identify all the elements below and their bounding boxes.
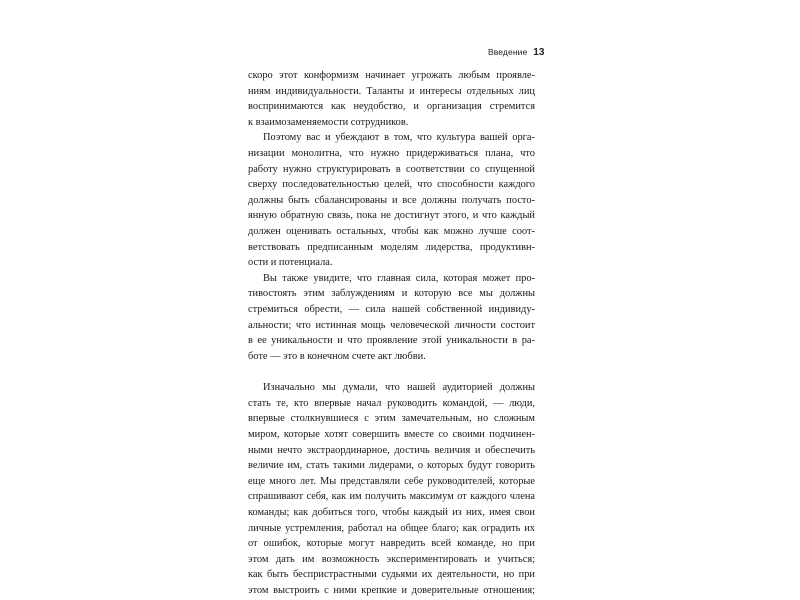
body-text <box>248 68 535 599</box>
text-line: стремиться обрести, — сила нашей собственной индивиду- <box>248 303 535 315</box>
section-break <box>248 364 535 380</box>
text-line: как быть беспристрастными судьями их деятельности, но при <box>248 569 535 581</box>
text-line: должен оценивать остальных, чтобы как можно лучше соот- <box>248 225 535 237</box>
text-line: спрашивают себя, как им получить максимум от каждого члена <box>248 491 535 503</box>
text-line: Вы также увидите, что главная сила, которая может про- <box>263 272 535 284</box>
running-head <box>488 42 545 60</box>
text-line: впервые столкнувшиеся с этим замечательным, но сложным <box>248 413 535 425</box>
text-line: к взаимозаменяемости сотрудников. <box>248 116 409 128</box>
text-line: тивостоять этим заблуждениям и которую все мы должны <box>248 288 535 300</box>
text-line: янную обратную связь, пока не достигнут этого, и что каждый <box>248 210 535 222</box>
text-line: низации монолитна, что нужно придерживаться плана, что <box>248 147 535 159</box>
text-line: ниям индивидуальности. Таланты и интересы отдельных лиц <box>248 85 535 97</box>
text-line: воспринимаются как неудобство, и организация стремится <box>248 101 535 113</box>
text-line: сверху последовательностью целей, что способности каждого <box>248 179 535 191</box>
paragraph <box>248 380 535 598</box>
text-line: альности; что истинная мощь человеческой личности состоит <box>248 319 535 331</box>
text-line: ветствовать предписанным моделям лидерства, продуктивн- <box>248 241 535 253</box>
text-line: от ошибок, которые могут навредить всей команде, но при <box>248 538 535 550</box>
text-line: миром, которые хотят совершить вместе со своими подчинен- <box>248 429 535 441</box>
page-number: 13 <box>533 47 545 58</box>
text-line: еще много лет. Мы представляли себе руководителей, которые <box>248 475 535 487</box>
text-line: работу нужно структурировать в соответствии со спущенной <box>248 163 535 175</box>
paragraph <box>248 130 535 270</box>
paragraph <box>248 68 535 130</box>
text-line: ными нечто экстраординарное, достичь величия и обеспечить <box>248 444 535 456</box>
text-line: Изначально мы думали, что нашей аудиторией должны <box>263 382 535 394</box>
text-line: команды; как добиться того, чтобы каждый из них, имея свои <box>248 507 535 519</box>
text-line: этом дать им возможность экспериментировать и учиться; <box>248 553 535 565</box>
text-line: ости и потенциала. <box>248 257 333 269</box>
text-line: скоро этот конформизм начинает угрожать любым проявле- <box>248 70 535 81</box>
text-line: в ее уникальности и что проявление этой уникальности в ра- <box>248 335 535 347</box>
text-line: стать те, кто впервые начал руководить командой, — люди, <box>248 397 535 409</box>
paragraph <box>248 271 535 365</box>
text-line: боте — это в конечном счете акт любви. <box>248 350 426 362</box>
text-line: должны быть сбалансированы и все должны получать посто- <box>248 194 535 206</box>
text-line: личные устремления, работал на общее благо; как оградить их <box>248 522 535 534</box>
text-line: величие им, стать такими лидерами, о которых будут говорить <box>248 460 535 472</box>
text-line: этом выстроить с ними крепкие и доверительные отношения; <box>248 585 535 596</box>
section-title: Введение <box>488 47 528 57</box>
text-line: Поэтому вас и убеждают в том, что культура вашей орга- <box>263 132 535 144</box>
